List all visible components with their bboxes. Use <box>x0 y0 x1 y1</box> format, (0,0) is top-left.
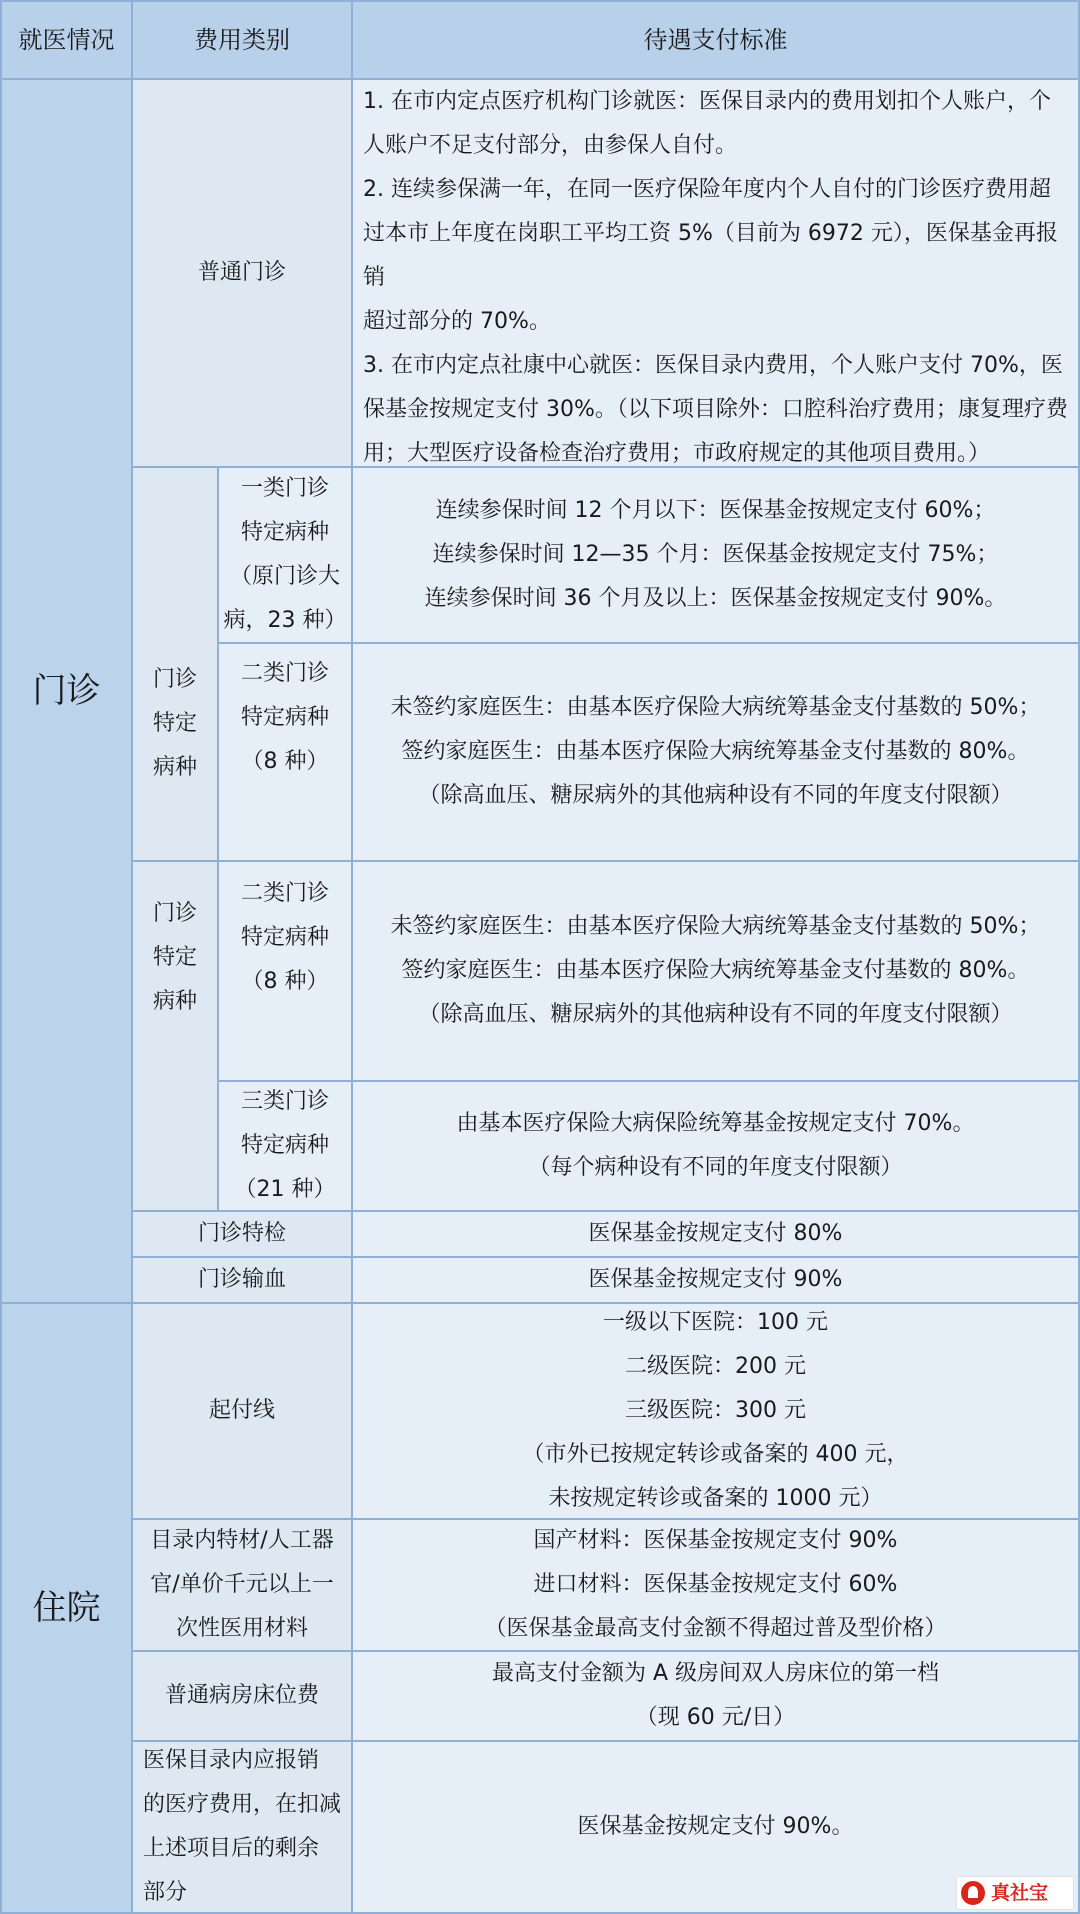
section-inpatient <box>2 1304 133 1914</box>
class1-name-line: （原门诊大 <box>229 564 340 589</box>
class2b-line: 签约家庭医生：由基本医疗保险大病统筹基金支付基数的 80%。 <box>401 958 1030 983</box>
category-special-exam <box>133 1212 353 1258</box>
header-medical-situation <box>2 2 133 80</box>
class2b-line: 未签约家庭医生：由基本医疗保险大病统筹基金支付基数的 50%； <box>390 914 1041 939</box>
class2a-line: 未签约家庭医生：由基本医疗保险大病统筹基金支付基数的 50%； <box>390 695 1041 720</box>
remaining-label-line: 上述项目后的剩余 <box>143 1836 320 1861</box>
standard-threshold <box>353 1304 1080 1520</box>
standard-class1-special <box>353 468 1080 644</box>
standard-class2-special-b <box>353 862 1080 1082</box>
class2b-line: （除高血压、糖尿病外的其他病种设有不同的年度支付限额） <box>418 1002 1013 1027</box>
class2b-name-line: 特定病种 <box>240 925 329 950</box>
general-line: 用；大型医疗设备检查治疗费用；市政府规定的其他项目费用。） <box>363 441 991 466</box>
bed-line: 最高支付金额为 A 级房间双人房床位的第一档 <box>491 1661 940 1686</box>
class3-name-line: 特定病种 <box>240 1133 329 1158</box>
materials-line: 进口材料：医保基金按规定支付 60% <box>533 1572 898 1597</box>
standard-special-exam <box>353 1212 1080 1258</box>
brand-logo-icon <box>961 1881 985 1905</box>
category-general-label: 普通门诊 <box>197 260 286 285</box>
group-label-char: 特定 <box>152 945 197 970</box>
category-threshold <box>133 1304 353 1520</box>
standard-transfusion <box>353 1258 1080 1304</box>
class2a-name-line: 二类门诊 <box>240 661 329 686</box>
class3-name-line: 三类门诊 <box>240 1089 329 1114</box>
standard-class2-special-a <box>353 644 1080 862</box>
brand-logo <box>956 1876 1074 1910</box>
threshold-label: 起付线 <box>208 1398 275 1423</box>
transfusion-label: 门诊输血 <box>197 1267 286 1292</box>
bed-label: 普通病房床位费 <box>164 1683 319 1708</box>
header-col2-text: 费用类别 <box>194 26 290 54</box>
class2a-line: 签约家庭医生：由基本医疗保险大病统筹基金支付基数的 80%。 <box>401 739 1030 764</box>
category-class3-special <box>219 1082 353 1212</box>
category-class1-special <box>219 468 353 644</box>
class2a-name-line: 特定病种 <box>240 705 329 730</box>
class3-line: （每个病种设有不同的年度支付限额） <box>528 1155 903 1180</box>
remaining-label-line: 医保目录内应报销 <box>143 1748 320 1773</box>
category-general-outpatient <box>133 80 353 468</box>
materials-label-line: 官/单价千元以上一 <box>150 1572 334 1597</box>
threshold-line: 二级医院：200 元 <box>625 1354 806 1379</box>
class1-line: 连续参保时间 36 个月及以上：医保基金按规定支付 90%。 <box>424 586 1007 611</box>
header-expense-category <box>133 2 353 80</box>
group-label-char: 病种 <box>152 989 197 1014</box>
class3-line: 由基本医疗保险大病保险统筹基金按规定支付 70%。 <box>456 1111 975 1136</box>
header-payment-standard <box>353 2 1080 80</box>
class2a-line: （除高血压、糖尿病外的其他病种设有不同的年度支付限额） <box>418 783 1013 808</box>
group-label-char: 门诊 <box>152 901 197 926</box>
threshold-line: 一级以下医院：100 元 <box>603 1310 828 1335</box>
class1-name-line: 特定病种 <box>240 520 329 545</box>
brand-logo-text: 真社宝 <box>991 1882 1049 1904</box>
category-ward-bed-fee <box>133 1652 353 1742</box>
category-class2-special-a <box>219 644 353 862</box>
transfusion-standard: 医保基金按规定支付 90% <box>588 1267 843 1292</box>
general-line: 保基金按规定支付 30%。（以下项目除外：口腔科治疗费用；康复理疗费 <box>363 397 1068 422</box>
special-exam-standard: 医保基金按规定支付 80% <box>588 1221 843 1246</box>
category-transfusion <box>133 1258 353 1304</box>
standard-general-outpatient <box>353 80 1080 468</box>
standard-special-materials <box>353 1520 1080 1652</box>
class2a-name-line: （8 种） <box>241 749 329 774</box>
general-line: 1. 在市内定点医疗机构门诊就医：医保目录内的费用划扣个人账户，个 <box>363 89 1051 114</box>
threshold-line: 三级医院：300 元 <box>625 1398 806 1423</box>
group-label-char: 门诊 <box>152 667 197 692</box>
remaining-label-line: 的医疗费用，在扣减 <box>143 1792 342 1817</box>
materials-line: （医保基金最高支付金额不得超过普及型价格） <box>484 1616 947 1641</box>
materials-label-line: 目录内特材/人工器 <box>150 1528 334 1553</box>
class2b-name-line: 二类门诊 <box>240 881 329 906</box>
class1-line: 连续参保时间 12—35 个月：医保基金按规定支付 75%； <box>432 542 999 567</box>
materials-line: 国产材料：医保基金按规定支付 90% <box>533 1528 898 1553</box>
category-class2-special-b <box>219 862 353 1082</box>
threshold-line: 未按规定转诊或备案的 1000 元） <box>548 1486 883 1511</box>
section-outpatient-label: 门诊 <box>32 671 101 711</box>
general-line: 人账户不足支付部分，由参保人自付。 <box>363 133 738 158</box>
special-disease-group-label-1 <box>133 468 219 862</box>
bed-line: （现 60 元/日） <box>635 1705 796 1730</box>
class1-name-line: 一类门诊 <box>240 476 329 501</box>
category-remaining-expenses <box>133 1742 353 1914</box>
special-exam-label: 门诊特检 <box>197 1221 286 1246</box>
special-disease-group-label-2 <box>133 862 219 1212</box>
general-line: 过本市上年度在岗职工平均工资 5%（目前为 6972 元），医保基金再报销 <box>363 221 1058 290</box>
class1-name-line: 病，23 种） <box>223 608 347 633</box>
threshold-line: （市外已按规定转诊或备案的 400 元， <box>522 1442 909 1467</box>
category-special-materials <box>133 1520 353 1652</box>
remaining-standard: 医保基金按规定支付 90%。 <box>577 1814 854 1839</box>
standard-class3-special <box>353 1082 1080 1212</box>
class3-name-line: （21 种） <box>234 1177 336 1202</box>
group-label-char: 病种 <box>152 755 197 780</box>
section-outpatient <box>2 80 133 1304</box>
general-line: 2. 连续参保满一年，在同一医疗保险年度内个人自付的门诊医疗费用超 <box>363 177 1051 202</box>
section-inpatient-label: 住院 <box>32 1588 101 1628</box>
general-line: 超过部分的 70%。 <box>363 309 551 334</box>
standard-ward-bed-fee <box>353 1652 1080 1742</box>
class1-line: 连续参保时间 12 个月以下：医保基金按规定支付 60%； <box>435 498 996 523</box>
header-col1-text: 就医情况 <box>18 26 115 54</box>
materials-label-line: 次性医用材料 <box>175 1616 308 1641</box>
remaining-label-line: 部分 <box>143 1880 188 1905</box>
general-line: 3. 在市内定点社康中心就医：医保目录内费用，个人账户支付 70%，医 <box>363 353 1063 378</box>
class2b-name-line: （8 种） <box>241 969 329 994</box>
group-label-char: 特定 <box>152 711 197 736</box>
header-col3-text: 待遇支付标准 <box>643 26 788 54</box>
